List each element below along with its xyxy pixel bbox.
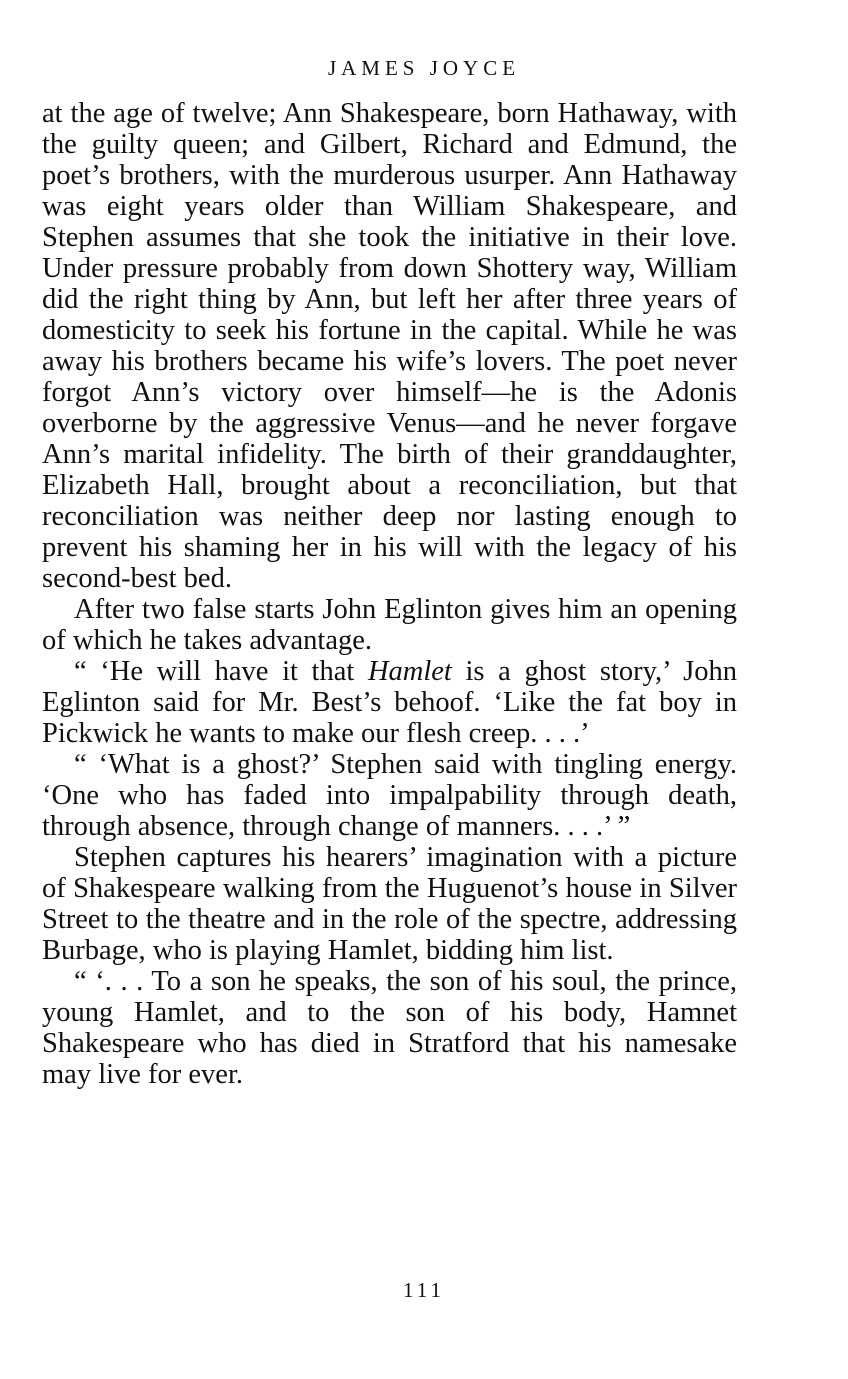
- page-number: 111: [403, 1278, 445, 1302]
- paragraph: [42, 98, 737, 594]
- quotation-paragraph: [42, 749, 737, 842]
- text-segment: Stephen captures his hearers’ imagination with a picture of Shakespeare walking from the Huguenot’s house in Silver Street to the theatre and in the role of the spectre, addressing Burbage, who is playing Hamlet, bidding him list.: [42, 842, 737, 966]
- paragraph: [42, 594, 737, 656]
- quotation-paragraph: [42, 966, 737, 1090]
- running-head: JAMES JOYCE: [327, 56, 521, 80]
- text-segment: After two false starts John Eglinton gives him an opening of which he takes advantage.: [42, 594, 737, 656]
- italic-title: Hamlet: [367, 656, 452, 687]
- quotation-paragraph: [42, 656, 737, 749]
- text-segment: “ ‘He will have it that: [74, 656, 368, 687]
- paragraph: [42, 842, 737, 966]
- text-segment: at the age of twelve; Ann Shakespeare, born Hathaway, with the guilty queen; and Gilbert, Richard and Edmund, the poet’s brothers, with the murderous usurper. Ann Hathaway was eight years older than William Shakespeare, and Stephen assumes that she took the initiative in their love. Under pressure probably from down Shottery way, William did the right thing by Ann, but left her after three years of domesticity to seek his fortune in the capital. While he was away his brothers became his wife’s lovers. The poet never forgot Ann’s victory over himself—he is the Adonis overborne by the aggressive Venus—and he never forgave Ann’s marital infidelity. The birth of their granddaughter, Elizabeth Hall, brought about a reconciliation, but that reconciliation was neither deep nor lasting enough to prevent his shaming her in his will with the legacy of his second-best bed.: [42, 98, 737, 594]
- body-text: [42, 98, 737, 1090]
- text-segment: “ ‘What is a ghost?’ Stephen said with tingling energy. ‘One who has faded into impalpability through death, through absence, through change of manners. . . .’ ”: [42, 749, 737, 842]
- text-segment: is a ghost story,’ John Eglinton said for Mr. Best’s behoof. ‘Like the fat boy in Pickwick he wants to make our flesh creep. . . .’: [42, 656, 737, 749]
- text-segment: “ ‘. . . To a son he speaks, the son of his soul, the prince, young Hamlet, and to the son of his body, Hamnet Shakespeare who has died in Stratford that his namesake may live for ever.: [42, 966, 737, 1090]
